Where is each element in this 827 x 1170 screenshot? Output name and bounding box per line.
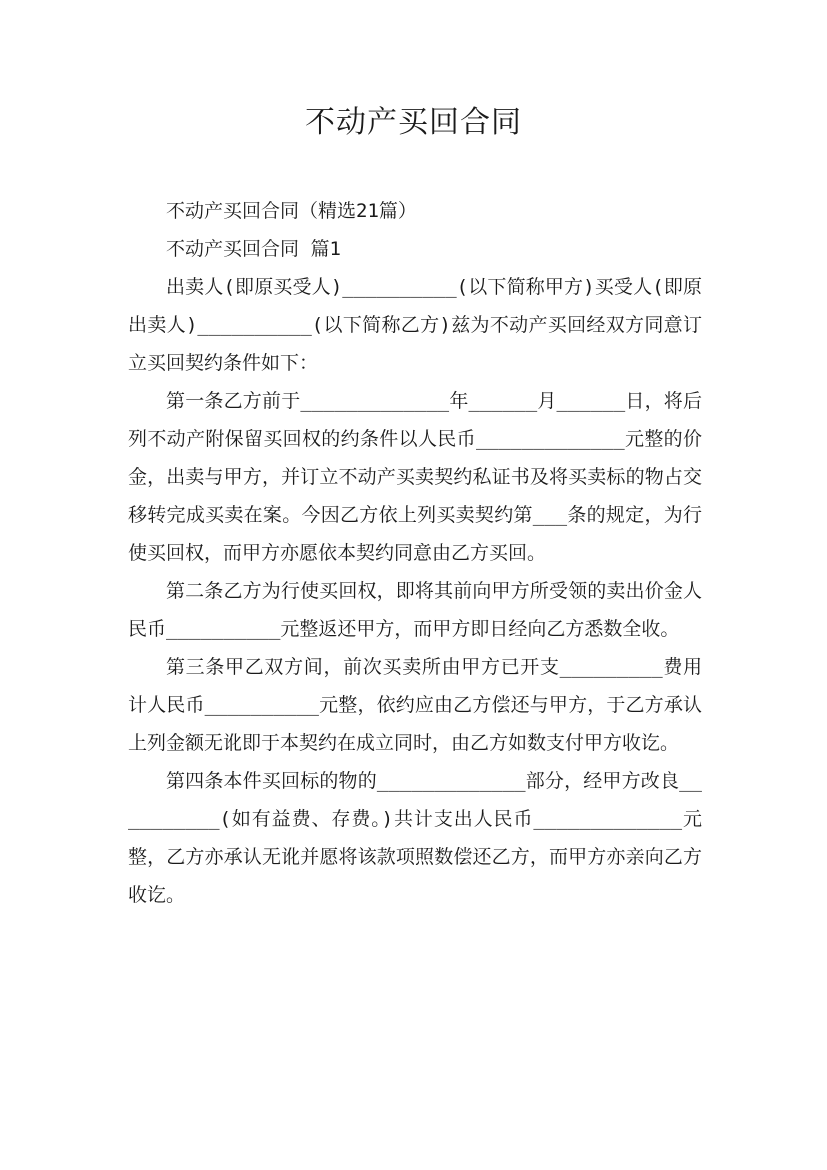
intro-paragraph: 出卖人(即原买受人)__________(以下简称甲方)买受人(即原出卖人)__________(以下简称乙方)兹为不动产买回经双方同意订立买回契约条件如下：	[128, 276, 702, 374]
article-1-paragraph: 第一条乙方前于_____________年______月______日，将后列不动产附保留买回权的约条件以人民币_____________元整的价金，出卖与甲方，并订立不动产买卖契约私证书及将买卖标的物占交移转完成买卖在案。今因乙方依上列买卖契约第___条的规定，为行使买回权，而甲方亦愿依本契约同意由乙方买回。	[128, 390, 702, 564]
document-body	[128, 192, 702, 914]
article-2-paragraph: 第二条乙方为行使买回权，即将其前向甲方所受领的卖出价金人民币__________元整返还甲方，而甲方即日经向乙方悉数全收。	[128, 580, 702, 640]
article-3-paragraph: 第三条甲乙双方间，前次买卖所由甲方已开支_________费用计人民币__________元整，依约应由乙方偿还与甲方，于乙方承认上列金额无讹即于本契约在成立同时，由乙方如数支付甲方收讫。	[128, 656, 702, 754]
document-title: 不动产买回合同	[305, 105, 522, 140]
subtitle-paragraph: 不动产买回合同（精选21篇）	[166, 200, 417, 222]
section-heading: 不动产买回合同 篇1	[166, 238, 341, 260]
article-4-paragraph: 第四条本件买回标的物的_____________部分，经甲方改良__________(如有益费、存费。)共计支出人民币_____________元整，乙方亦承认无讹并愿将该款项照数偿还乙方，而甲方亦亲向乙方收讫。	[128, 770, 702, 906]
